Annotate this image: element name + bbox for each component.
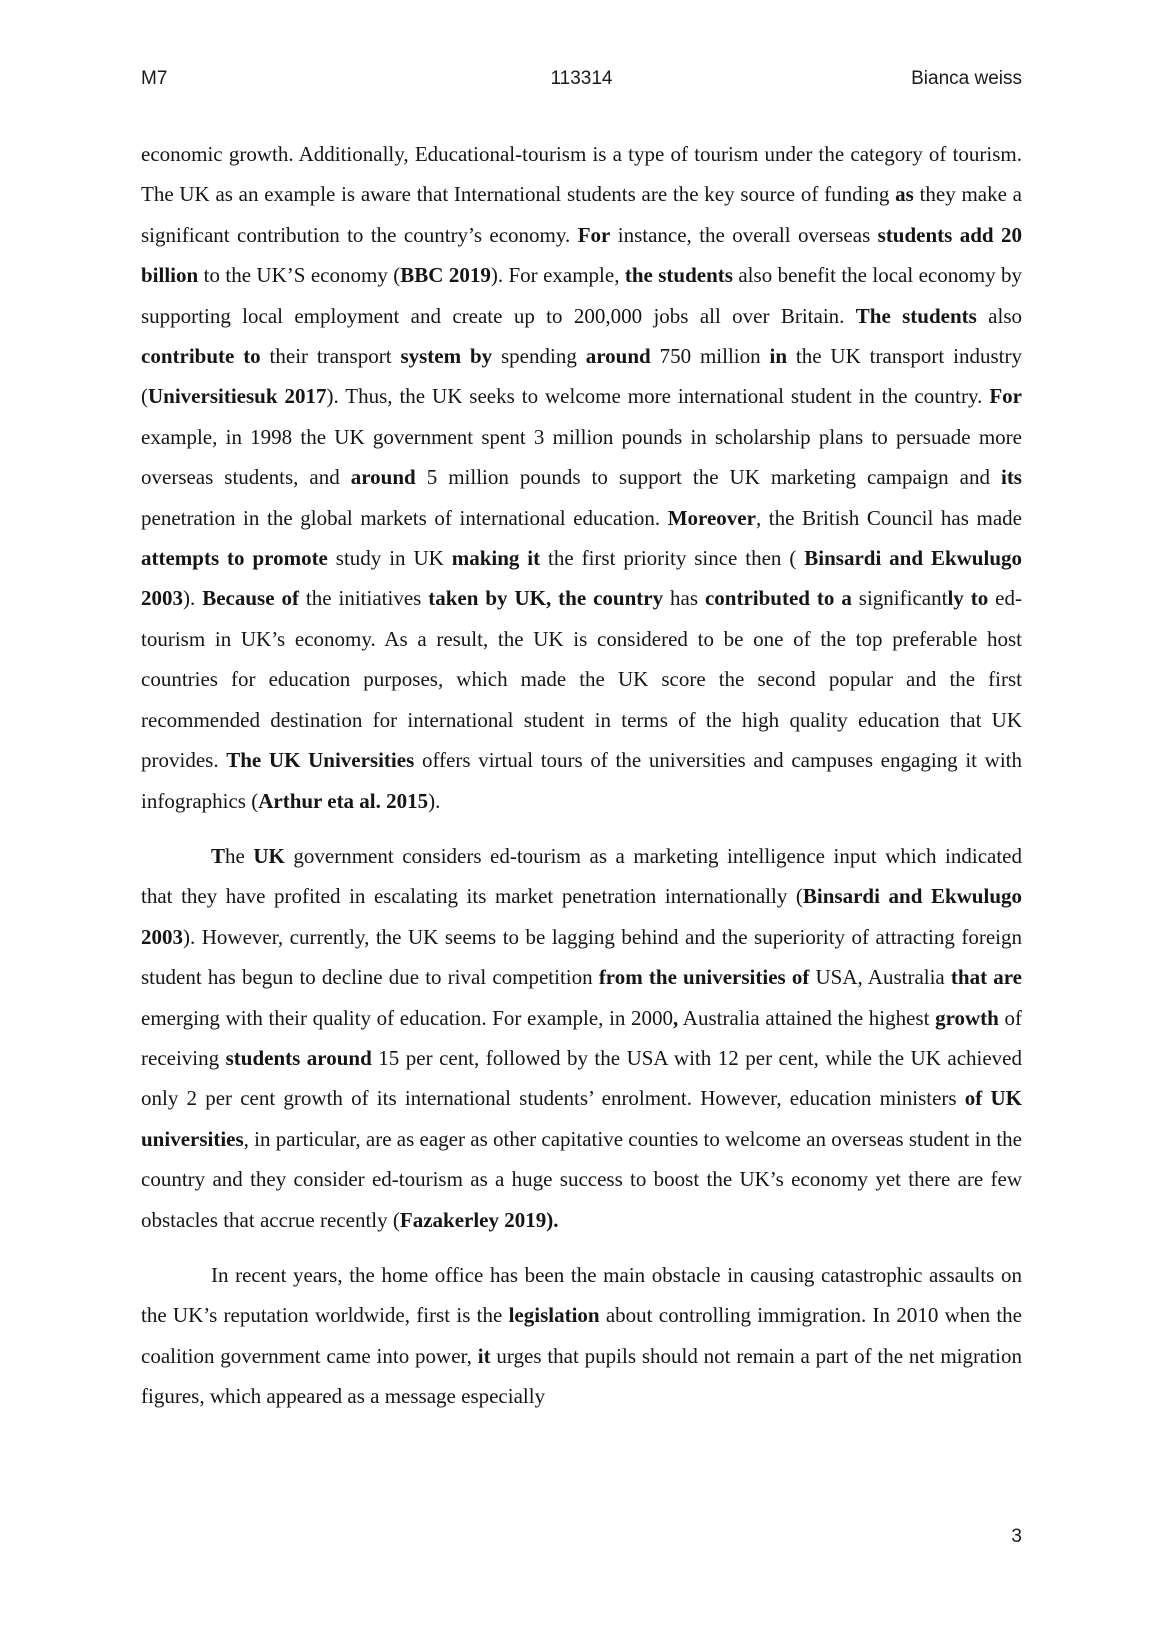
text-run: emerging with their quality of education. For example, in 2000 (141, 1005, 674, 1030)
bold-text-run: taken by UK, the country (428, 586, 664, 611)
header-author-name: Bianca weiss (911, 68, 1022, 89)
bold-text-run: students add 20 billion (141, 222, 1022, 288)
text-run: 750 million (650, 344, 770, 369)
bold-text-run: , (673, 1005, 679, 1030)
bold-text-run: The UK Universities (226, 748, 415, 773)
text-run: example, in 1998 the UK government spent 3 million pounds in scholarship plans to persuade more overseas students, and (141, 424, 1022, 490)
text-run: USA, Australia (809, 965, 951, 990)
text-run: has (663, 586, 705, 611)
page-header (141, 68, 1022, 96)
header-module-code: M7 (141, 68, 168, 89)
bold-text-run: around (585, 344, 651, 369)
bold-text-run: contributed to a (704, 586, 852, 611)
text-run: to the UK’S economy ( (198, 263, 401, 288)
bold-text-run: Binsardi and Ekwulugo 2003 (141, 546, 1022, 611)
bold-text-run: as (895, 182, 914, 207)
bold-text-run: attempts to promote (141, 546, 328, 571)
text-run: government considers ed-tourism as a marketing intelligence input which indicated that they have profited in escalating its market penetration internationally ( (141, 843, 1022, 909)
bold-text-run: Binsardi and Ekwulugo 2003 (141, 884, 1022, 949)
text-run: the UK transport industry ( (141, 344, 1022, 409)
text-run: ). (428, 788, 441, 813)
bold-text-run: in (769, 344, 788, 369)
bold-text-run: T (211, 843, 226, 868)
text-run: offers virtual tours of the universities and campuses engaging it with infographics ( (141, 748, 1022, 813)
text-run: they make a significant contribution to the country’s economy. (141, 182, 1022, 247)
text-run: significant (851, 586, 948, 611)
document-body (141, 134, 1022, 1432)
text-run: their transport (260, 344, 401, 369)
bold-text-run: Arthur eta al. 2015 (258, 788, 429, 813)
bold-text-run: The students (855, 303, 977, 328)
text-run: about controlling immigration. In 2010 when the coalition government came into power, (141, 1303, 1022, 1368)
text-run: ). However, currently, the UK seems to be lagging behind and the superiority of attracting foreign student has begun to decline due to rival competition (141, 924, 1022, 990)
paragraph (141, 1255, 1022, 1417)
text-run: 15 per cent, followed by the USA with 12 per cent, while the UK achieved only 2 per cent growth of its international students’ enrolment. However, education ministers (141, 1045, 1023, 1111)
text-run: ). For example, (490, 263, 625, 288)
bold-text-run: UK (253, 843, 285, 868)
text-run: instance, the overall overseas (610, 222, 878, 247)
bold-text-run: students around (225, 1045, 372, 1070)
text-run: the initiatives (298, 586, 429, 611)
bold-text-run: legislation (508, 1303, 600, 1328)
bold-text-run: of UK universities (141, 1086, 1022, 1151)
text-run: ). Thus, the UK seeks to welcome more international student in the country. (326, 384, 990, 409)
text-run: study in UK (327, 546, 452, 571)
bold-text-run: the students (624, 263, 733, 288)
text-run: ). (183, 586, 203, 611)
bold-text-run: Because of (202, 586, 299, 611)
bold-text-run: its (1000, 465, 1022, 490)
bold-text-run: For (989, 384, 1022, 409)
header-student-id: 113314 (550, 68, 613, 89)
text-run: , in particular, are as eager as other capitative counties to welcome an overseas student in the country and they consider ed-tourism as a huge success to boost the UK’s economy yet there are few obstacles that accrue recently ( (141, 1126, 1022, 1232)
bold-text-run: it (477, 1343, 491, 1368)
bold-text-run: system by (400, 344, 493, 369)
bold-text-run: Moreover (667, 505, 756, 530)
text-run: also benefit the local economy by supporting local employment and create up to 200,000 jobs all over Britain. (141, 263, 1022, 328)
paragraph (141, 134, 1022, 821)
page-number: 3 (1011, 1526, 1022, 1547)
text-run: Australia attained the highest (678, 1005, 936, 1030)
text-run: spending (492, 344, 586, 369)
text-run: 5 million pounds to support the UK marketing campaign and (415, 465, 1001, 490)
text-run: economic growth. Additionally, Educational-tourism is a type of tourism under the category of tourism. The UK as an example is aware that International students are the key source of funding (141, 142, 1022, 207)
bold-text-run: Fazakerley 2019). (399, 1207, 559, 1232)
bold-text-run: around (350, 465, 416, 490)
bold-text-run: BBC 2019 (400, 263, 491, 288)
bold-text-run: For (577, 222, 611, 247)
text-run: ed-tourism in UK’s economy. As a result, the UK is considered to be one of the top preferable host countries for education purposes, which made the UK score the second popular and the first recommended destination for international student in terms of the high quality education that UK provides. (141, 586, 1022, 773)
text-run: the first priority since then ( (540, 546, 805, 571)
bold-text-run: making it (451, 546, 541, 571)
text-run: , the British Council has made (755, 505, 1022, 530)
text-run: urges that pupils should not remain a part of the net migration figures, which appeared as a message especially (141, 1343, 1022, 1409)
text-run: he (225, 843, 254, 868)
paragraph (141, 836, 1022, 1240)
text-run: In recent years, the home office has been the main obstacle in causing catastrophic assaults on the UK’s reputation worldwide, first is the (141, 1262, 1022, 1328)
text-run: penetration in the global markets of international education. (141, 505, 668, 530)
bold-text-run: that are (950, 965, 1022, 990)
bold-text-run: growth (935, 1005, 999, 1030)
bold-text-run: Universitiesuk 2017 (148, 384, 327, 409)
text-run: also (976, 303, 1023, 328)
bold-text-run: contribute to (141, 344, 261, 369)
bold-text-run: from the universities of (598, 965, 810, 990)
text-run: of receiving (141, 1005, 1022, 1070)
bold-text-run: ly to (947, 586, 989, 611)
